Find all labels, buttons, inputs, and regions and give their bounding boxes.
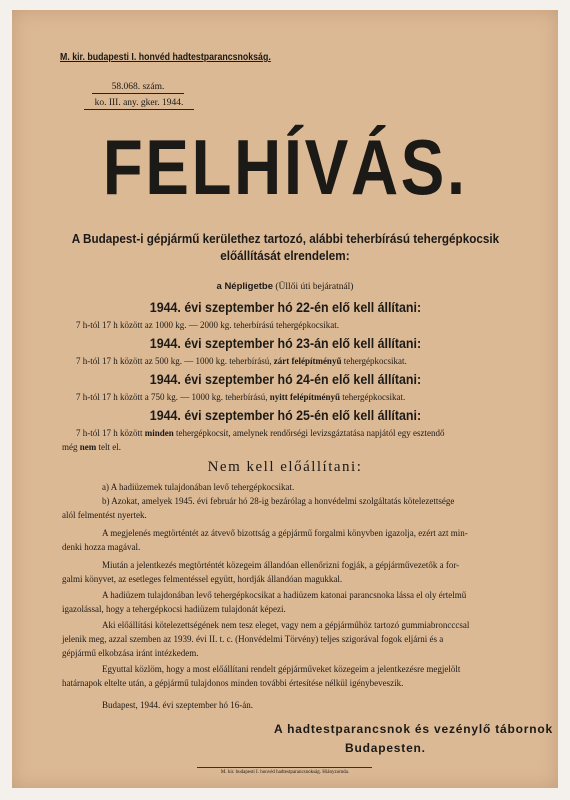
schedule-text-1: 7 h-tól 17 h között az 1000 kg. — 2000 kg. teherbírású tehergépkocsikat. — [76, 320, 340, 330]
signature-line-2: Budapesten. — [345, 741, 426, 755]
exempt-item-b-line2: alól felmentést nyertek. — [62, 510, 147, 520]
poster-title-wrap — [12, 123, 558, 211]
para-5-line-1: Egyuttal közlöm, hogy a most előállítani rendelt gépjárműveket közegeim a jelentkezésre megjelölt — [102, 664, 461, 674]
reference-number: 58.068. szám. — [92, 82, 184, 94]
exempt-item-b-line1: b) Azokat, amelyek 1945. évi február hó 28-ig bezárólag a honvédelmi szolgáltatás kötelezettsége — [102, 496, 455, 506]
intro-block — [12, 230, 558, 264]
para-2-line-1: Miután a jelentkezés megtörténtét közegeim állandóan ellenőrizni fogják, a gépjárművezetők a for- — [102, 560, 460, 570]
schedule-text-4-cont: még nem telt el. — [62, 442, 121, 452]
reference-code: ko. III. any. gker. 1944. — [84, 98, 194, 110]
location-line — [12, 281, 558, 292]
para-3-line-1: A hadiüzem tulajdonában levő tehergépkocsikat a hadiüzem katonai parancsnoka lássa el oly értelmű — [102, 590, 467, 600]
footer-rule — [197, 767, 372, 768]
exempt-item-a: a) A hadiüzemek tulajdonában levő tehergépkocsikat. — [102, 482, 295, 492]
para-3-line-2: igazolással, hogy a tehergépkocsi hadiüzem tulajdonát képezi. — [62, 604, 286, 614]
para-4-line-3: gépjármű elkobzása iránt intézkedem. — [62, 648, 199, 658]
exempt-heading: Nem kell előállítani: — [207, 459, 363, 475]
schedule-text-2: 7 h-tól 17 h között az 500 kg. — 1000 kg. teherbírású, zárt felépítményű tehergépkocsikat. — [76, 356, 407, 366]
para-4-line-2: jelenik meg, azzal szemben az 1939. évi II. t. c. (Honvédelmi Törvény) teljes szigorával fogok eljárni és a — [62, 634, 444, 644]
printer-footer: M. kir. budapesti I. honvéd hadtestparancsnokság. Hiányzomda. — [220, 770, 350, 775]
intro-line-2: előállítását elrendelem: — [220, 248, 350, 263]
para-1-line-2: denki hozza magával. — [62, 542, 141, 552]
date-place: Budapest, 1944. évi szeptember hó 16-án. — [102, 700, 253, 710]
location-detail: (Üllői úti bejáratnál) — [275, 282, 354, 292]
signature-line-1: A hadtestparancsnok és vezénylő tábornok — [274, 722, 553, 736]
poster-title: FELHÍVÁS. — [102, 123, 468, 211]
location-place: a Népligetbe — [216, 281, 274, 292]
schedule-heading-3: 1944. évi szeptember hó 24-én elő kell állítani: — [149, 372, 421, 387]
schedule-text-3: 7 h-tól 17 h között a 750 kg. — 1000 kg. teherbírású, nyitt felépítményű tehergépkocsikat. — [76, 392, 406, 402]
poster-sheet — [12, 10, 558, 788]
schedule-text-4: 7 h-tól 17 h között minden tehergépkocsit, amelynek rendőrségi levizsgáztatása napjától egy esztendő — [76, 428, 445, 438]
schedule-heading-1: 1944. évi szeptember hó 22-én elő kell állítani: — [149, 300, 421, 315]
para-2-line-2: galmi könyvet, az esetleges felmentéssel együtt, hordják állandóan magukkal. — [62, 574, 343, 584]
para-4-line-1: Aki előállítási kötelezettségének nem tesz eleget, vagy nem a gépjárműhöz tartozó gummiabroncccsal — [102, 620, 470, 630]
schedule-heading-4: 1944. évi szeptember hó 25-én elő kell állítani: — [149, 408, 421, 423]
schedule-heading-2: 1944. évi szeptember hó 23-án elő kell állítani: — [149, 336, 421, 351]
para-1-line-1: A megjelenés megtörténtét az átvevő bizottság a gépjármű forgalmi könyvben igazolja, ezért azt min- — [102, 528, 468, 538]
intro-line-1: A Budapest-i gépjármű kerülethez tartozó, alábbi teherbírású tehergépkocsik — [71, 231, 499, 246]
para-5-line-2: határnapok eltelte után, a gépjármű tulajdonos minden további értesítése nélkül igénybeveszik. — [62, 678, 404, 688]
issuing-organization: M. kir. budapesti I. honvéd hadtestparancsnokság. — [60, 52, 271, 63]
